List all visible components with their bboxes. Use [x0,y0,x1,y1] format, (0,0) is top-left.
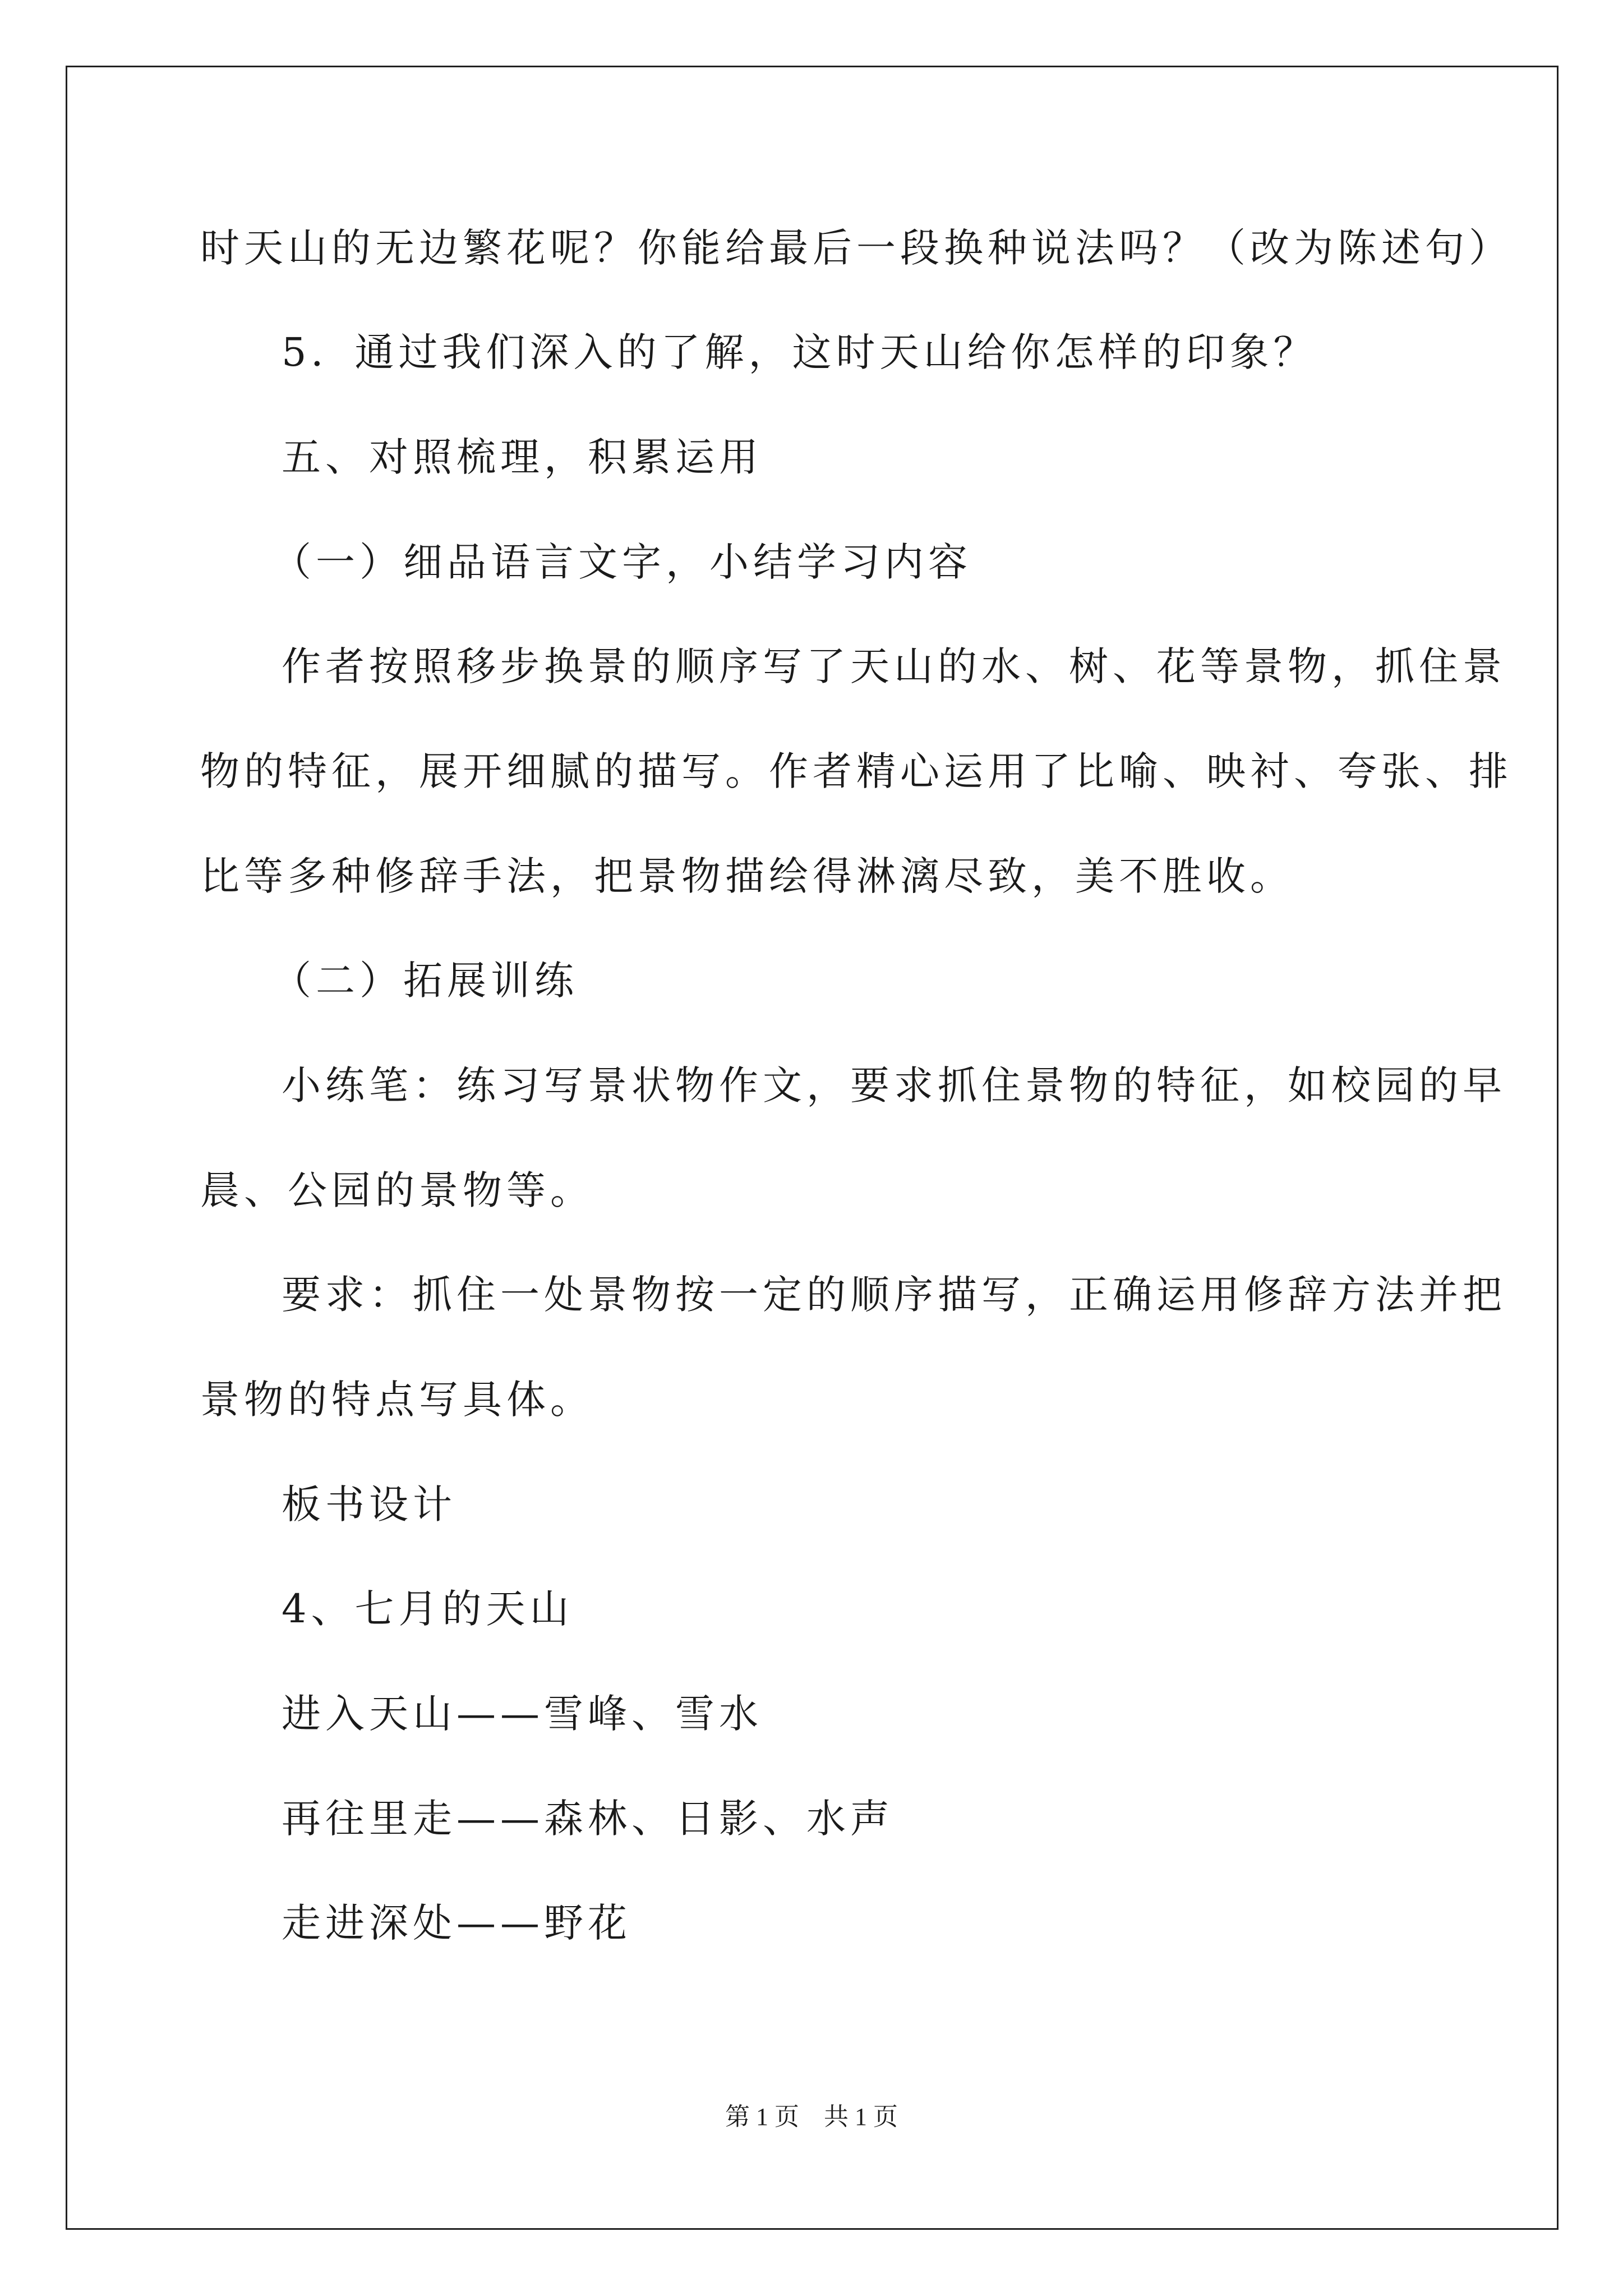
paragraph-line: 晨、公园的景物等。 [200,1167,594,1213]
paragraph-line: 5．通过我们深入的了解，这时天山给你怎样的印象？ [282,329,1317,375]
paragraph-line: 比等多种修辞手法，把景物描绘得淋漓尽致，美不胜收。 [200,853,1294,899]
paragraph-line: 时天山的无边繁花呢？你能给最后一段换种说法吗？（改为陈述句） [200,225,1513,271]
board-item: 走进深处——野花 [282,1900,631,1946]
paragraph-line: 物的特征，展开细腻的描写。作者精心运用了比喻、映衬、夸张、排 [200,748,1513,794]
paragraph-line: 景物的特点写具体。 [200,1377,594,1423]
board-item: 再往里走——森林、日影、水声 [282,1796,894,1842]
subsection-heading: （二）拓展训练 [272,958,578,1004]
paragraph-line: 要求：抓住一处景物按一定的顺序描写，正确运用修辞方法并把 [282,1272,1506,1318]
board-title: 4、七月的天山 [282,1586,574,1632]
section-heading: 五、对照梳理，积累运用 [282,434,763,480]
page-number: 第 1 页 共 1 页 [725,2103,898,2131]
board-item: 进入天山——雪峰、雪水 [282,1691,763,1737]
paragraph-line: 小练笔：练习写景状物作文，要求抓住景物的特征，如校园的早 [282,1062,1506,1108]
subsection-heading: （一）细品语言文字，小结学习内容 [272,539,972,585]
section-heading: 板书设计 [282,1481,457,1527]
paragraph-line: 作者按照移步换景的顺序写了天山的水、树、花等景物，抓住景 [282,643,1506,689]
